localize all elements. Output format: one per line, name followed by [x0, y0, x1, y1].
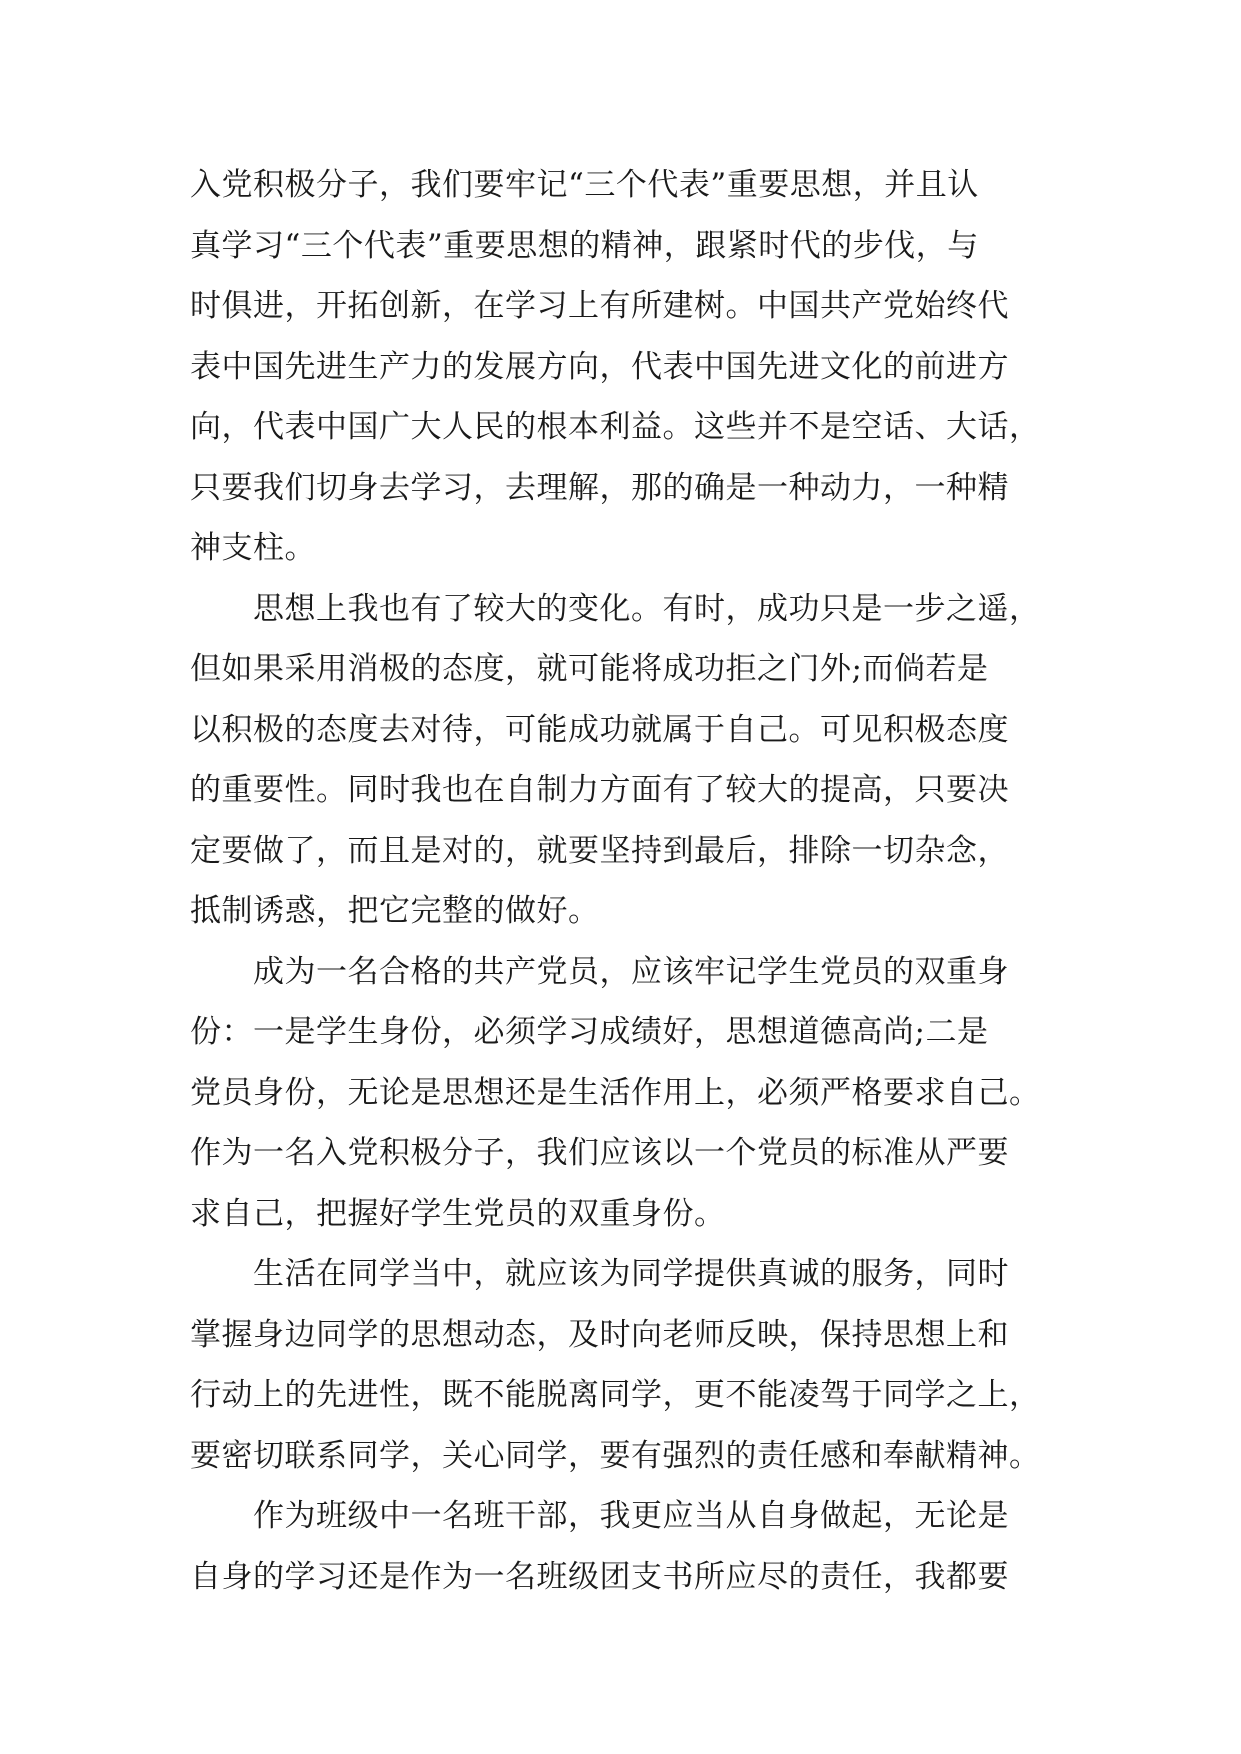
text-line: 自身的学习还是作为一名班级团支书所应尽的责任，我都要	[190, 1558, 1009, 1595]
text-line: 入党积极分子，我们要牢记“三个代表”重要思想，并且认	[190, 167, 979, 203]
text-line: 党员身份，无论是思想还是生活作用上，必须严格要求自己。	[190, 1074, 1041, 1111]
text-line: 行动上的先进性，既不能脱离同学，更不能凌驾于同学之上，	[190, 1377, 1041, 1413]
text-line: 份：一是学生身份，必须学习成绩好，思想道德高尚;二是	[190, 1014, 989, 1050]
text-line: 时俱进，开拓创新，在学习上有所建树。中国共产党始终代	[190, 288, 1009, 324]
text-line: 掌握身边同学的思想动态，及时向老师反映，保持思想上和	[190, 1316, 1009, 1353]
text-line: 成为一名合格的共产党员，应该牢记学生党员的双重身	[190, 953, 1009, 990]
text-line: 表中国先进生产力的发展方向，代表中国先进文化的前进方	[190, 348, 1009, 385]
text-line: 向，代表中国广大人民的根本利益。这些并不是空话、大话，	[190, 409, 1041, 445]
text-line: 生活在同学当中，就应该为同学提供真诚的服务，同时	[190, 1256, 1009, 1292]
text-line: 要密切联系同学，关心同学，要有强烈的责任感和奉献精神。	[190, 1437, 1041, 1474]
text-line: 的重要性。同时我也在自制力方面有了较大的提高，只要决	[190, 772, 1009, 808]
text-line: 作为一名入党积极分子，我们应该以一个党员的标准从严要	[190, 1135, 1009, 1171]
text-line: 真学习“三个代表”重要思想的精神，跟紧时代的步伐，与	[190, 227, 979, 264]
text-line: 思想上我也有了较大的变化。有时，成功只是一步之遥，	[190, 590, 1041, 627]
text-line: 作为班级中一名班干部，我更应当从自身做起，无论是	[190, 1498, 1009, 1534]
text-line: 以积极的态度去对待，可能成功就属于自己。可见积极态度	[190, 711, 1009, 748]
text-line: 求自己，把握好学生党员的双重身份。	[190, 1195, 726, 1232]
body-text	[190, 155, 1070, 1607]
text-line: 只要我们切身去学习，去理解，那的确是一种动力，一种精	[190, 469, 1009, 506]
text-line: 定要做了，而且是对的，就要坚持到最后，排除一切杂念，	[190, 832, 1009, 869]
text-line: 抵制诱惑，把它完整的做好。	[190, 893, 600, 929]
text-line: 但如果采用消极的态度，就可能将成功拒之门外;而倘若是	[190, 651, 989, 687]
text-line: 神支柱。	[190, 530, 316, 566]
